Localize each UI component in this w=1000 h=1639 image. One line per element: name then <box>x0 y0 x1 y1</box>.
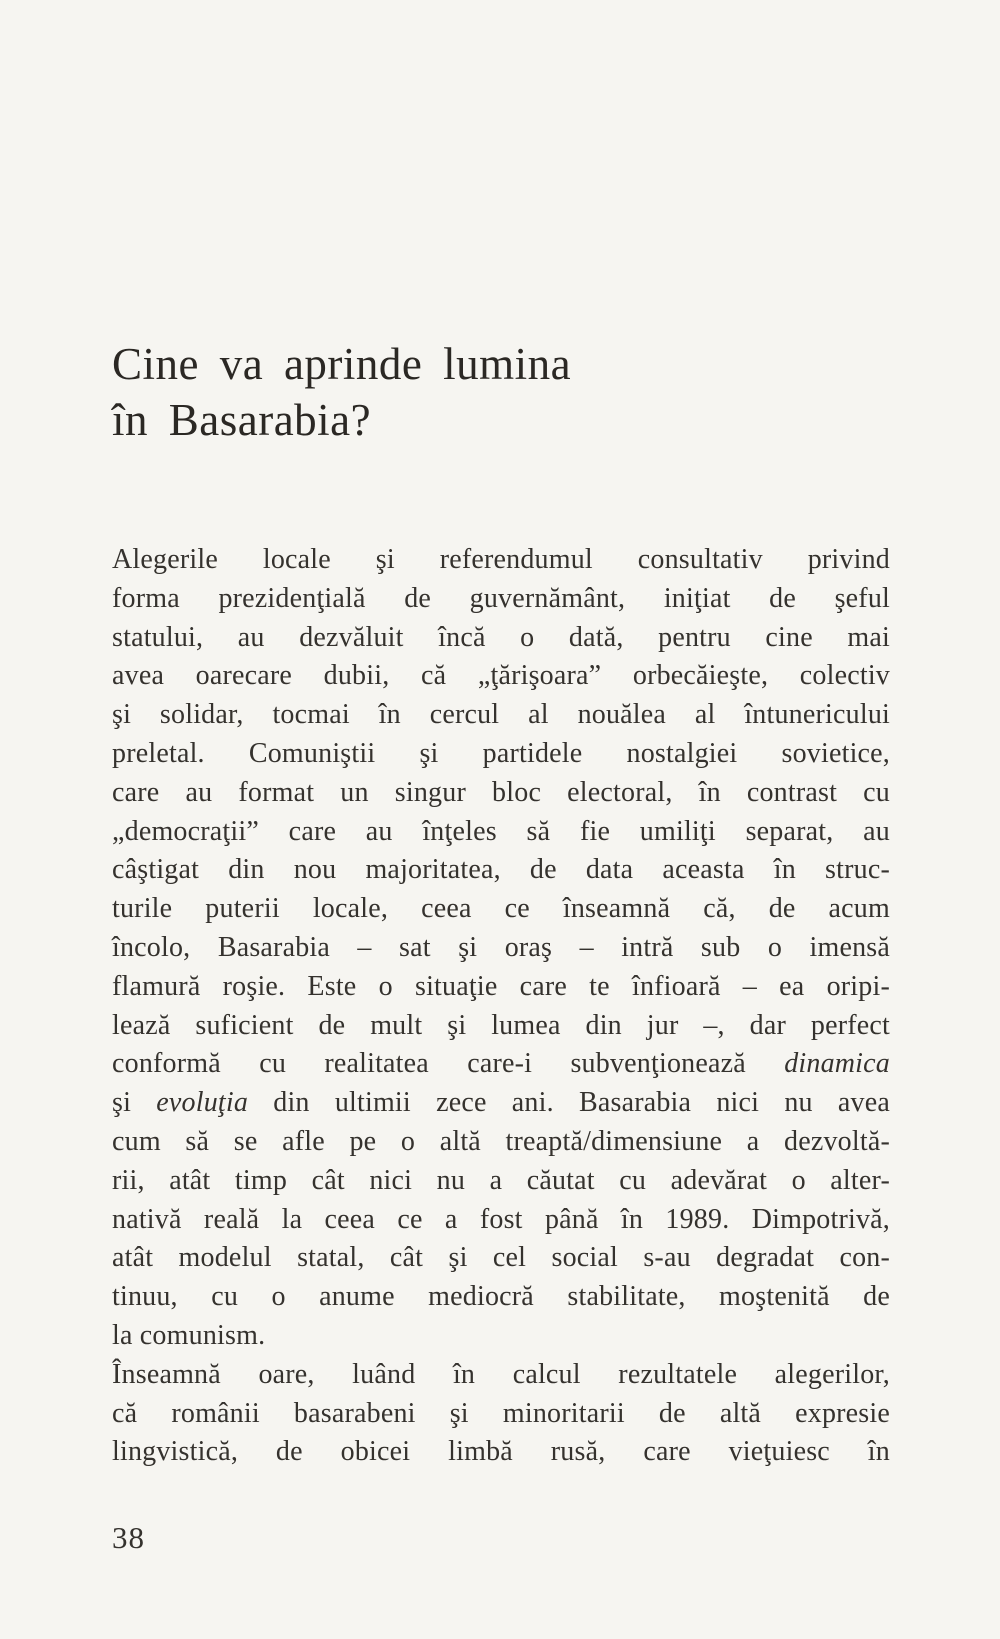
text-run: avea oarecare dubii, că „ţărişoara” orbecăieşte, colectiv <box>112 660 890 692</box>
text-line <box>112 851 890 890</box>
text-run: conformă cu realitatea care-i subvenţionează <box>112 1048 785 1080</box>
text-run: Alegerile locale şi referendumul consultativ privind <box>112 544 890 575</box>
text-run: care au format un singur bloc electoral, în contrast cu <box>112 776 890 808</box>
page-number: 38 <box>112 1520 145 1555</box>
text-line <box>112 1007 890 1046</box>
page-title <box>112 336 732 448</box>
text-run: cum să se afle pe o altă treaptă/dimensiune a dezvoltă- <box>112 1125 890 1157</box>
text-run: nativă reală la ceea ce a fost până în 1989. Dimpotrivă, <box>112 1203 890 1235</box>
text-run: la comunism. <box>112 1319 266 1351</box>
text-run: din ultimii zece ani. Basarabia nici nu avea <box>248 1087 890 1119</box>
text-run: că românii basarabeni şi minoritarii de altă expresie <box>112 1397 890 1429</box>
text-line <box>112 813 890 852</box>
text-line <box>112 1317 890 1356</box>
italic-text-run: dinamica <box>784 1048 890 1080</box>
text-run: „democraţii” care au înţeles să fie umiliţi separat, au <box>112 815 890 847</box>
text-line <box>112 541 890 580</box>
italic-text-run: evoluţia <box>156 1087 249 1119</box>
text-run: şi solidar, tocmai în cercul al nouălea al întunericului <box>112 699 890 731</box>
text-line <box>112 968 890 1007</box>
text-line <box>112 657 890 696</box>
text-line <box>112 580 890 619</box>
text-run: flamură roşie. Este o situaţie care te înfioară – ea oripi- <box>112 970 890 1002</box>
text-line <box>112 735 890 774</box>
text-run: lează suficient de mult şi lumea din jur –, dar perfect <box>112 1009 890 1041</box>
text-line <box>112 1356 890 1395</box>
text-run: lingvistică, de obicei limbă rusă, care vieţuiesc în <box>112 1436 890 1468</box>
text-run: atât modelul statal, cât şi cel social s-au degradat con- <box>112 1242 890 1274</box>
text-run: tinuu, cu o anume mediocră stabilitate, moştenită de <box>112 1281 890 1313</box>
text-line <box>112 774 890 813</box>
text-run: încolo, Basarabia – sat şi oraş – intră sub o imensă <box>112 931 890 963</box>
text-run: statului, au dezvăluit încă o dată, pentru cine mai <box>112 621 890 653</box>
text-run: Înseamnă oare, luând în calcul rezultatele alegerilor, <box>112 1358 890 1390</box>
text-line <box>112 1201 890 1240</box>
text-line <box>112 929 890 968</box>
text-run: şi <box>112 1087 157 1119</box>
text-line <box>112 696 890 735</box>
text-line <box>112 890 890 929</box>
text-run: forma prezidenţială de guvernământ, iniţiat de şeful <box>112 582 890 614</box>
text-line <box>112 1123 890 1162</box>
text-line <box>112 1395 890 1434</box>
text-run: câştigat din nou majoritatea, de data aceasta în struc- <box>112 854 890 886</box>
text-run: rii, atât timp cât nici nu a căutat cu adevărat o alter- <box>112 1164 890 1196</box>
text-line <box>112 1162 890 1201</box>
text-line <box>112 1045 890 1084</box>
text-line <box>112 1433 890 1472</box>
text-line <box>112 1278 890 1317</box>
title-line-2: în Basarabia? <box>112 395 372 445</box>
text-line <box>112 1239 890 1278</box>
body-text <box>112 541 890 1472</box>
title-line-1: Cine va aprinde lumina <box>112 339 572 389</box>
text-run: turile puterii locale, ceea ce înseamnă că, de acum <box>112 893 890 925</box>
text-run: preletal. Comuniştii şi partidele nostalgiei sovietice, <box>112 737 890 769</box>
text-line <box>112 1084 890 1123</box>
text-line <box>112 619 890 658</box>
